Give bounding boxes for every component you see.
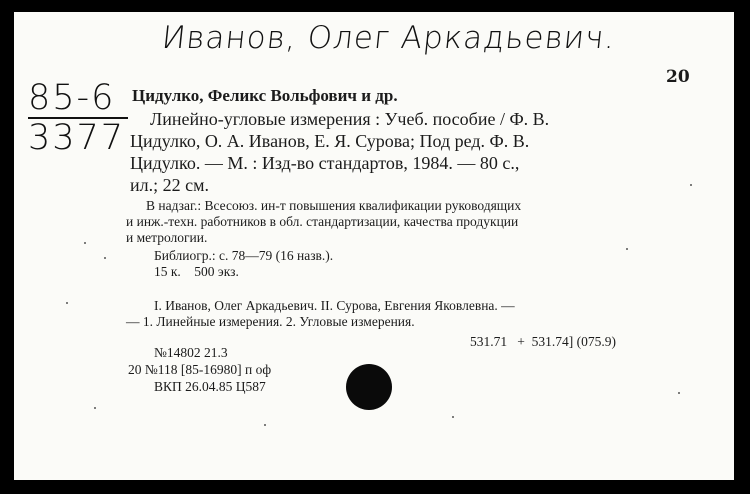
main-entry-line: Цидулко, О. А. Иванов, Е. Я. Сурова; Под ред. Ф. В. xyxy=(130,131,530,151)
main-entry-line: Цидулко. — М. : Изд-во стандартов, 1984. — 80 с., xyxy=(130,153,520,173)
dust-speck xyxy=(678,392,680,394)
note-line: и метрологии. xyxy=(126,230,208,245)
call-number-line-2: 3377 xyxy=(28,118,126,158)
tracing-line: — 1. Линейные измерения. 2. Угловые измерения. xyxy=(126,314,415,329)
dust-speck xyxy=(94,407,96,409)
entry-heading: Цидулко, Феликс Вольфович и др. xyxy=(132,86,398,105)
dust-speck xyxy=(264,424,266,426)
dust-speck xyxy=(66,302,68,304)
call-number xyxy=(28,80,128,156)
catalog-card xyxy=(14,12,734,480)
dust-speck xyxy=(84,242,86,244)
handwritten-author-name: Иванов, Олег Аркадьевич. xyxy=(160,20,618,56)
dust-speck xyxy=(104,257,106,259)
bibliography-note: Библиогр.: с. 78—79 (16 назв.). xyxy=(154,248,334,263)
call-number-line-1: 85-6 xyxy=(28,80,128,119)
tracing-line: I. Иванов, Олег Аркадьевич. II. Сурова, Евгения Яковлевна. — xyxy=(154,298,515,313)
ink-blot-stamp xyxy=(346,364,392,410)
price-and-print-run: 15 к. 500 экз. xyxy=(154,264,239,279)
catalog-line: ВКП 26.04.85 Ц587 xyxy=(154,379,266,394)
dust-speck xyxy=(690,184,692,186)
card-number: 20 xyxy=(666,67,690,87)
note-line: и инж.-техн. работников в обл. стандартизации, качества продукции xyxy=(126,214,519,229)
catalog-line: №14802 21.3 xyxy=(154,345,228,360)
main-entry-line: ил.; 22 см. xyxy=(130,175,209,195)
dust-speck xyxy=(626,248,628,250)
dust-speck xyxy=(452,416,454,418)
note-line: В надзаг.: Всесоюз. ин-т повышения квалификации руководящих xyxy=(146,198,522,213)
main-entry-line: Линейно-угловые измерения : Учеб. пособие / Ф. В. xyxy=(150,109,550,129)
catalog-line: 20 №118 [85-16980] п оф xyxy=(128,362,272,377)
classification-code: 531.71 + 531.74] (075.9) xyxy=(470,334,616,349)
